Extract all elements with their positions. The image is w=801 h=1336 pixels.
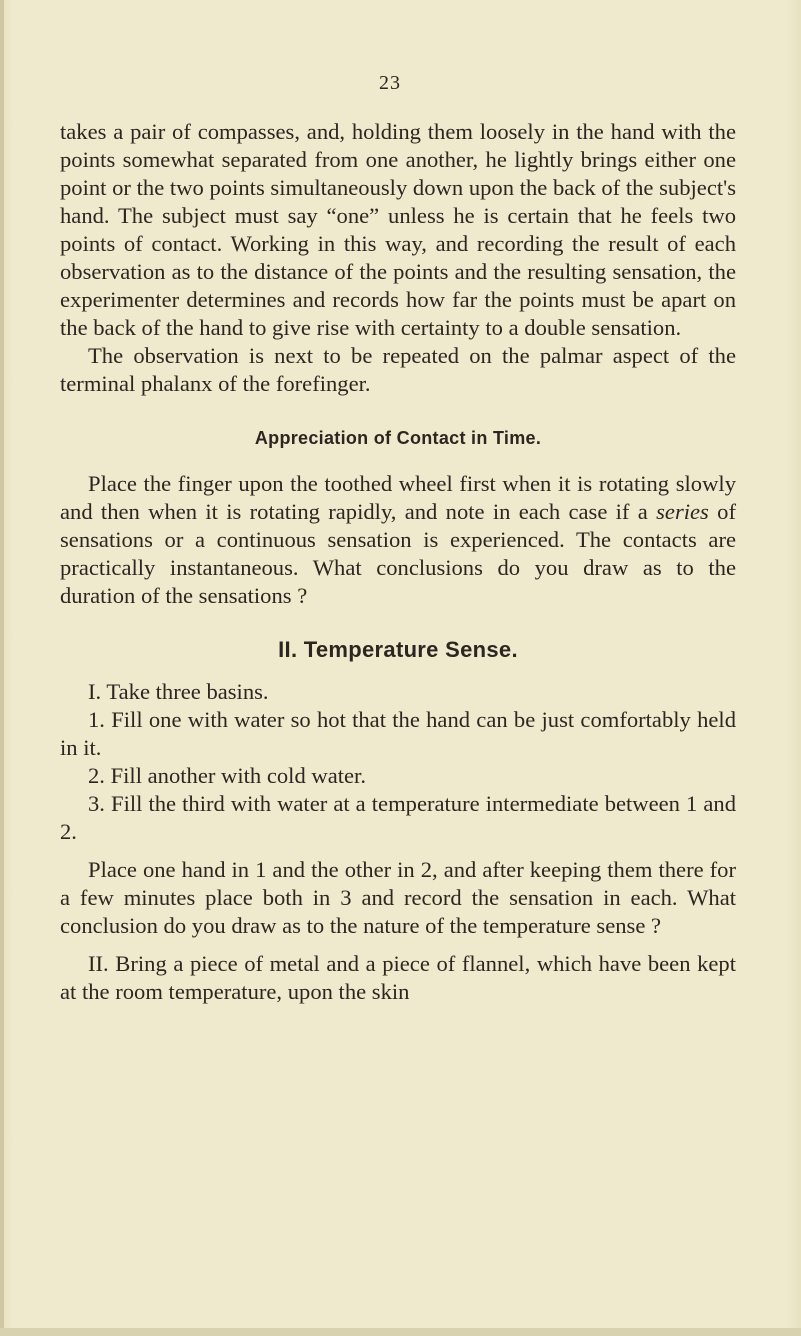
paragraph-place-hands: Place one hand in 1 and the other in 2, and after keeping them there for a few minutes place both in 3 and record the sensation in each. What conclusion do you draw as to the nature of the temperature sense ?: [60, 857, 736, 938]
page-edge-left: [0, 0, 4, 1336]
heading-temperature-sense: II. Temperature Sense.: [278, 637, 518, 662]
paragraph-compasses: takes a pair of compasses, and, holding them loosely in the hand with the points somewhat separated from one another, he lightly brings either one point or the two points simultaneously down upon the back of the subject's hand. The subject must say “one” unless he is certain that he feels two points of contact. Working in this way, and recording the result of each observation as to the distance of the points and the resulting sensation, the experimenter determines and records how far the points must be apart on the back of the hand to give rise with certainty to a double sensation.: [60, 119, 736, 340]
list-item-intermediate-water: 3. Fill the third with water at a temperature intermediate between 1 and 2.: [60, 791, 736, 844]
paragraph-toothed-wheel-end: of sensations or a continuous sensation is experienced. The contacts are practically instantaneous. What conclusions do you draw as to the duration of the sensations ?: [60, 499, 736, 608]
list-item-three-basins: I. Take three basins.: [88, 679, 269, 704]
paragraph-metal-flannel: II. Bring a piece of metal and a piece of flannel, which have been kept at the room temperature, upon the skin: [60, 951, 736, 1004]
heading-contact-in-time: Appreciation of Contact in Time.: [254, 428, 542, 448]
page-body: [60, 118, 736, 1006]
page-number: 23: [379, 72, 401, 94]
list-item-cold-water: 2. Fill another with cold water.: [88, 763, 366, 788]
page-edge-bottom: [0, 1328, 801, 1336]
paragraph-palmar: The observation is next to be repeated on the palmar aspect of the terminal phalanx of the forefinger.: [60, 343, 736, 396]
paragraph-toothed-wheel-start: Place the finger upon the toothed wheel first when it is rotating slowly and then when it is rotating rapidly, and note in each case if a: [60, 471, 736, 524]
list-item-hot-water: 1. Fill one with water so hot that the hand can be just comfortably held in it.: [60, 707, 736, 760]
paragraph-toothed-wheel-emphasis: series: [656, 499, 709, 524]
paragraph-toothed-wheel: [60, 470, 736, 610]
